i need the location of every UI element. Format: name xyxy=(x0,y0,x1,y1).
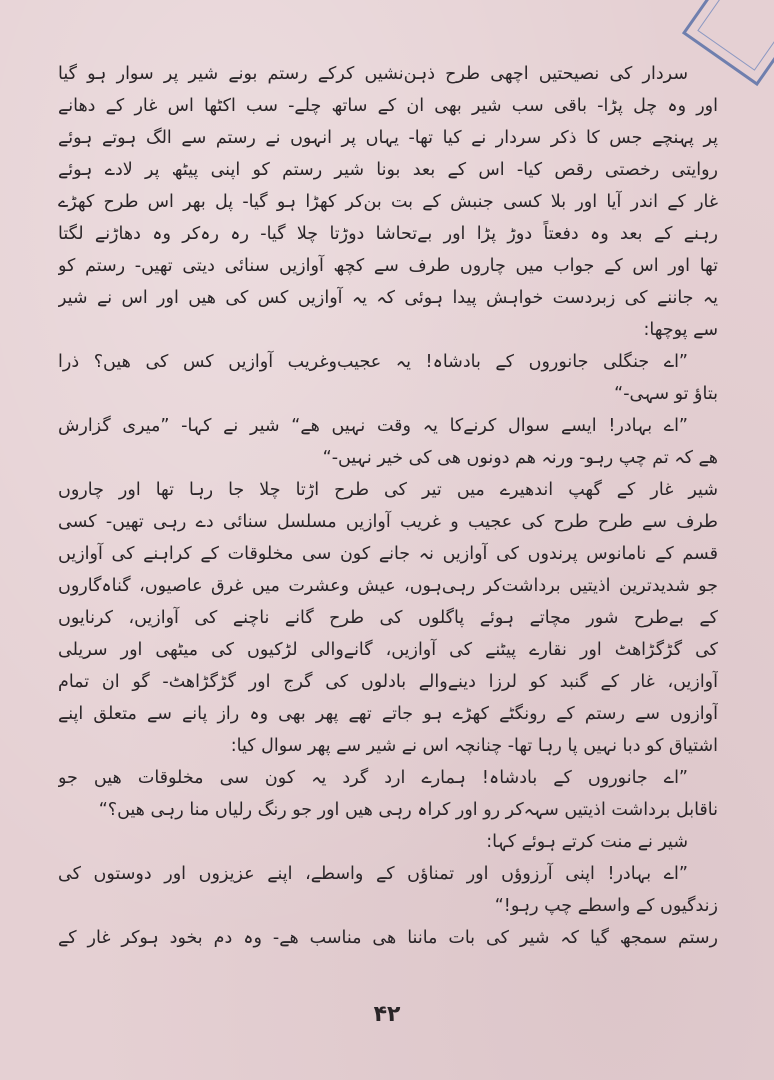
text-line: آوازیں، غار کے گنبد کو لرزا دینےوالے بادلوں کی گرج اور گڑگڑاھٹ‑ گو ان تمام xyxy=(58,672,718,692)
text-line: آوازوں سے رستم کے رونگٹے کھڑے ہو جاتے تھے پھر بھی وہ راز پانے سے متعلق اپنے xyxy=(58,704,718,724)
text-line: جو شدیدترین اذیتیں برداشت‌کر رہی‌ہوں، عیش وعشرت میں غرق عاصیوں، گناہ‌گاروں xyxy=(58,576,718,596)
text-line: رستم سمجھ گیا کہ شیر کی بات ماننا ھی مناسب ھے‑ وہ دم بخود ہوکر غار کے xyxy=(58,928,718,948)
text-line: اشتیاق کو دبا نہیں پا رہا تھا‑ چنانچہ اس نے شیر سے پھر سوال کیا: xyxy=(230,736,718,756)
text-line: سردار کی نصیحتیں اچھی طرح ذہن‌نشیں کرکے رستم بونے شیر پر سوار ہو گیا xyxy=(58,64,688,84)
text-line: ھے کہ تم چپ رہو‑ ورنہ ھم دونوں ھی کی خیر نہیں‑“ xyxy=(322,448,718,468)
text-line: ناقابل برداشت اذیتیں سہہ‌کر رو اور کراہ رہی ھیں اور جو رنگ رلیاں منا رہی ھیں؟“ xyxy=(98,800,718,820)
text-line: قسم کے نامانوس پرندوں کی آوازیں نہ جانے کون سی مخلوقات کے کراہنے کی آوازیں xyxy=(58,544,718,564)
text-line: پر پہنچے جس کا ذکر سردار نے کیا تھا‑ یہاں پر انہوں نے رستم سے الگ ہوتے ہوئے xyxy=(58,128,718,148)
text-line: رہنے کے بعد وہ دفعتاً دوڑ پڑا اور بےتحاشا دوڑتا چلا گیا‑ رہ رہ‌کر وہ دھاڑنے لگتا xyxy=(58,224,718,244)
text-line: کی گڑگڑاھٹ اور نقارے پیٹنے کی آوازیں، گانےوالی لڑکیوں کی میٹھی اور سریلی xyxy=(58,640,718,660)
text-line: ”اے جنگلی جانوروں کے بادشاہ! یہ عجیب‌وغریب آوازیں کس کی ھیں؟ ذرا xyxy=(58,352,688,372)
urdu-text-body xyxy=(58,58,718,954)
text-line: ”اے جانوروں کے بادشاہ! ہمارے ارد گرد یہ کون سی مخلوقات ھیں جو xyxy=(58,768,688,788)
text-line: ”اے بہادر! اپنی آرزوؤں اور تمناؤں کے واسطے، اپنے عزیزوں اور دوستوں کی xyxy=(58,864,688,884)
text-line: تھا اور اس کے جواب میں چاروں طرف سے کچھ آوازیں سنائی دیتی تھیں‑ رستم کو xyxy=(58,256,718,276)
text-line: بتاؤ تو سہی‑“ xyxy=(614,384,718,404)
text-line: یہ جاننے کی زبردست خواہش پیدا ہوئی کہ یہ آوازیں کس کی ھیں اور اس نے شیر xyxy=(58,288,718,308)
text-line: روایتی رخصتی رقص کیا‑ اس کے بعد بونا شیر رستم کو اپنی پیٹھ پر لادے ہوئے xyxy=(58,160,718,180)
text-line: سے پوچھا: xyxy=(643,320,718,340)
text-line: زندگیوں کے واسطے چپ رہو!“ xyxy=(494,896,718,916)
page-number: ۴۲ xyxy=(373,1002,401,1027)
text-line: کے بےطرح شور مچاتے ہوئے پاگلوں کی طرح گانے ناچنے کی آوازیں، کرنایوں xyxy=(58,608,718,628)
text-line: طرف سے طرح طرح کی عجیب و غریب آوازیں مسلسل سنائی دے رہی تھیں‑ کسی xyxy=(58,512,718,532)
text-line: ”اے بہادر! ایسے سوال کرنے‌کا یہ وقت نہیں ھے“ شیر نے کہا‑ ”میری گزارش xyxy=(58,416,688,436)
text-line: شیر غار کے گھپ اندھیرے میں تیر کی طرح اڑتا چلا جا رہا تھا اور چاروں xyxy=(58,480,718,500)
text-line: غار کے اندر آیا اور بلا کسی جنبش کے بت بن‌کر کھڑا ہو گیا‑ پل بھر اس طرح کھڑے xyxy=(58,192,718,212)
text-line: اور وہ چل پڑا‑ باقی سب شیر بھی ان کے ساتھ چلے‑ سب اکٹھا اس غار کے دھانے xyxy=(58,96,718,116)
text-line: شیر نے منت کرتے ہوئے کہا: xyxy=(486,832,688,852)
